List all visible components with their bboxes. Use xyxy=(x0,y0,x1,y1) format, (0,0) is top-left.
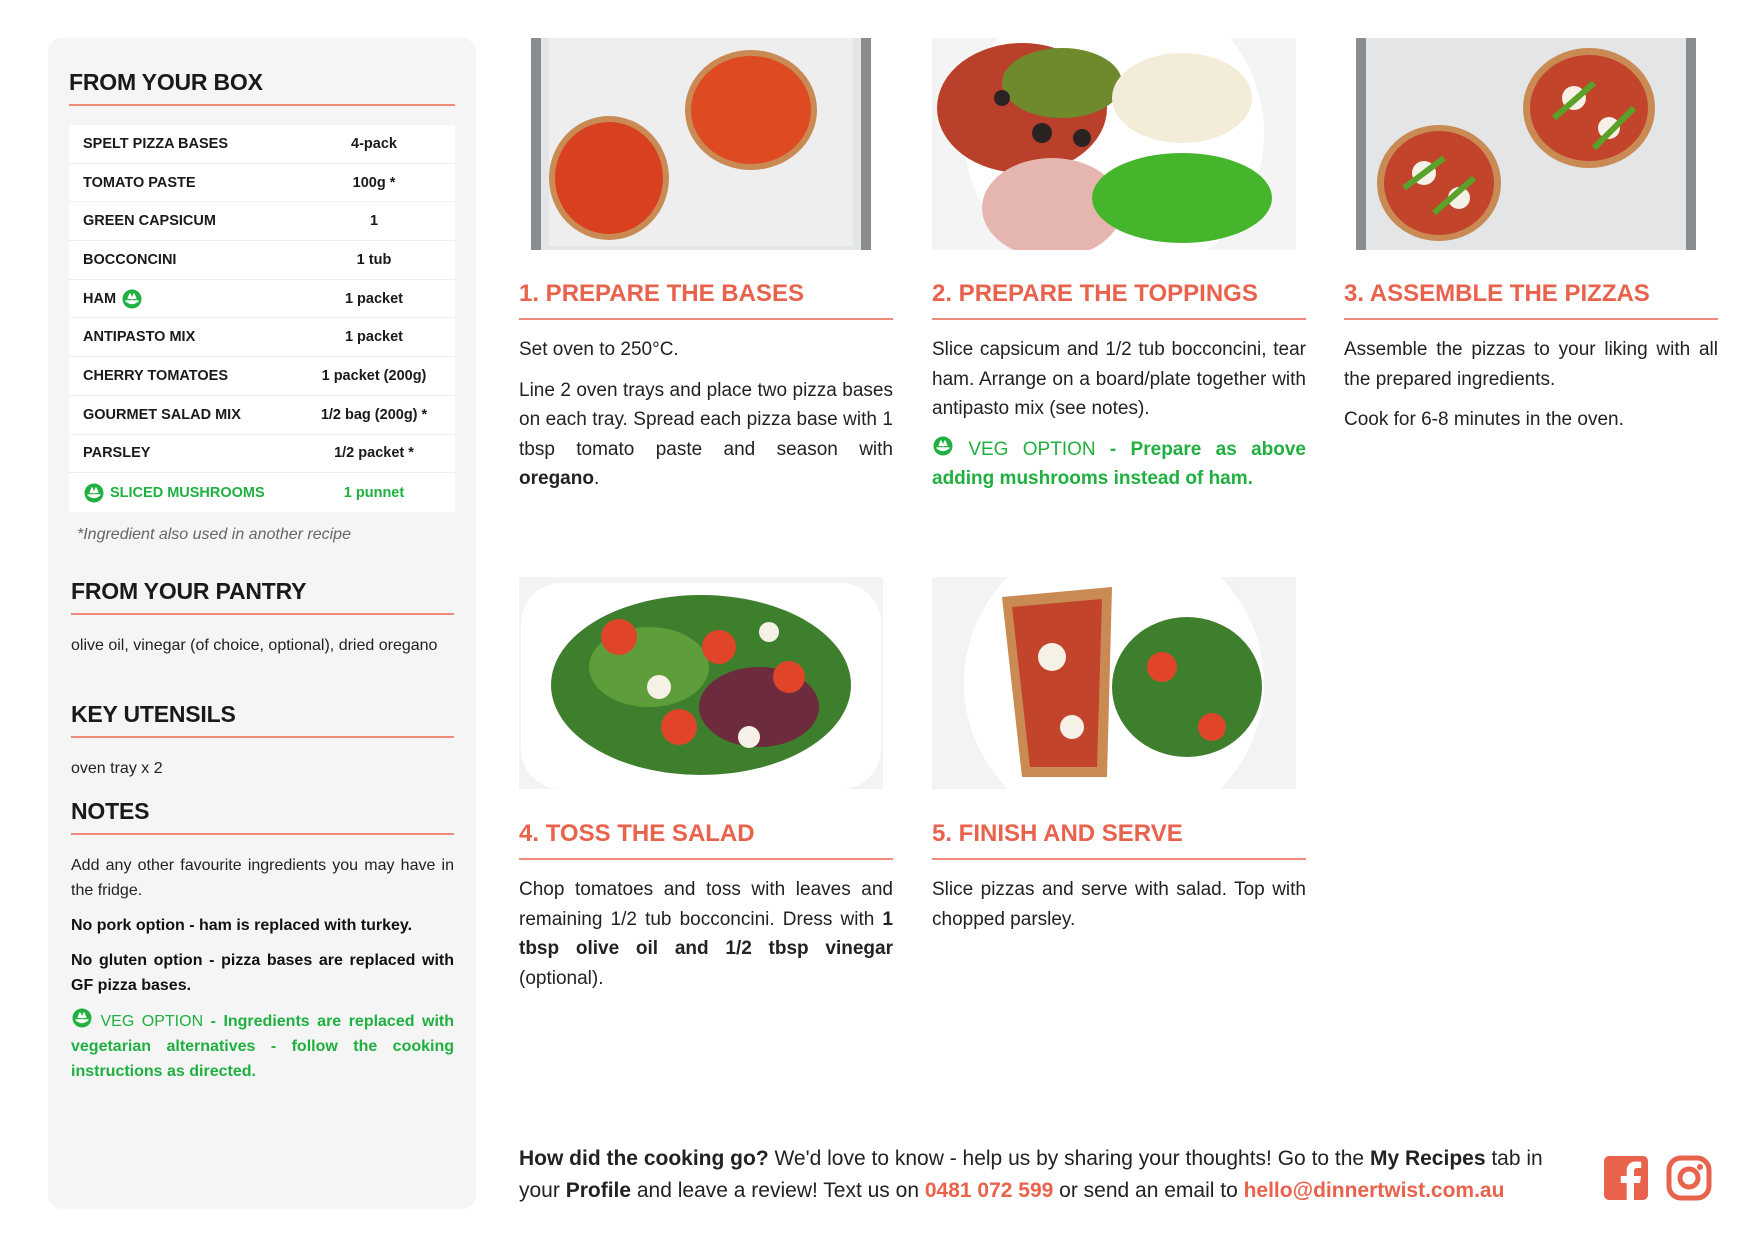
table-row xyxy=(69,202,455,241)
ingredient-name xyxy=(69,252,293,268)
photo-pizza-bases xyxy=(519,38,883,250)
step-1-text-part: . xyxy=(593,468,600,489)
feedback-question: How did the cooking go? xyxy=(519,1147,769,1170)
ingredient-qty: 1 xyxy=(369,213,379,230)
pantry-text: olive oil, vinegar (of choice, optional), dried oregano xyxy=(71,637,438,654)
step-2-veg-option xyxy=(932,435,1306,494)
utensils-text: oven tray x 2 xyxy=(71,760,163,777)
phone-link[interactable]: 0481 072 599 xyxy=(924,1179,1054,1202)
table-row xyxy=(69,241,455,280)
ingredient-qty: 1 packet xyxy=(344,329,404,346)
ingredient-name xyxy=(69,329,293,345)
photo-salad xyxy=(519,577,883,789)
veg-leaf-icon xyxy=(932,436,954,456)
step-2-body xyxy=(932,335,1306,494)
table-row xyxy=(69,125,455,164)
divider xyxy=(1344,318,1718,320)
no-pork-note: No pork option - ham is replaced with turkey. xyxy=(71,917,413,934)
feedback-text-part: We'd love to know - help us by sharing your thoughts! Go to the xyxy=(768,1147,1370,1170)
veg-option-label: VEG OPTION xyxy=(100,1013,204,1030)
table-row xyxy=(69,435,455,474)
ingredient-name xyxy=(69,289,293,309)
step-5-body xyxy=(932,875,1306,934)
step-5-title: 5. FINISH AND SERVE xyxy=(932,820,1183,847)
table-row xyxy=(69,318,455,357)
ingredient-qty: 1 punnet xyxy=(343,484,405,501)
ingredient-name-text: ANTIPASTO MIX xyxy=(83,329,196,346)
notes-title: NOTES xyxy=(71,798,150,824)
step-3-title: 3. ASSEMBLE THE PIZZAS xyxy=(1344,280,1650,307)
veg-leaf-icon xyxy=(83,483,105,503)
ingredient-name xyxy=(69,368,293,384)
ingredient-qty: 4-pack xyxy=(351,135,397,152)
step-4-text-part: (optional). xyxy=(519,967,604,989)
ingredient-name-text: BOCCONCINI xyxy=(83,251,177,268)
table-row xyxy=(69,396,455,435)
ingredient-qty: 1/2 packet * xyxy=(334,445,414,462)
table-row xyxy=(69,357,455,396)
utensils-section xyxy=(71,701,454,781)
ingredient-name-text: SPELT PIZZA BASES xyxy=(83,135,229,152)
step-1-text-part: Line 2 oven trays and place two pizza bases on each tray. Spread each pizza base with 1 tbsp tomato paste and season with xyxy=(519,379,893,460)
step-1-text: Set oven to 250°C. xyxy=(519,339,679,360)
table-row xyxy=(69,164,455,203)
veg-option-note xyxy=(71,1008,454,1084)
step-4-title: 4. TOSS THE SALAD xyxy=(519,820,755,847)
profile-label: Profile xyxy=(565,1179,632,1202)
ingredient-qty: 1 packet xyxy=(344,290,404,307)
ingredient-name-text: CHERRY TOMATOES xyxy=(83,367,229,384)
step-1-text xyxy=(519,376,893,494)
ingredient-qty: 100g * xyxy=(352,174,396,191)
step-3-text: Assemble the pizzas to your liking with all the prepared ingredients. xyxy=(1344,339,1718,390)
divider xyxy=(71,613,454,615)
feedback-text-part: and leave a review! Text us on xyxy=(631,1179,925,1202)
utensils-title: KEY UTENSILS xyxy=(71,701,236,727)
ingredient-name-text: SLICED MUSHROOMS xyxy=(110,484,265,501)
ingredient-name-text: GOURMET SALAD MIX xyxy=(83,406,241,423)
ingredients-table xyxy=(69,125,455,512)
step-1-text-part: oregano xyxy=(519,468,594,489)
pantry-title: FROM YOUR PANTRY xyxy=(71,578,307,604)
ingredient-name xyxy=(69,213,293,229)
veg-option-label: VEG OPTION xyxy=(968,438,1096,460)
photo-assembled-pizzas xyxy=(1344,38,1708,250)
step-2-text: Slice capsicum and 1/2 tub bocconcini, tear ham. Arrange on a board/plate together with antipasto mix (see notes). xyxy=(932,339,1306,419)
email-link[interactable]: hello@dinnertwist.com.au xyxy=(1243,1179,1505,1202)
step-1-body xyxy=(519,335,893,494)
step-4-text-part: Chop tomatoes and toss with leaves and remaining 1/2 tub bocconcini. Dress with xyxy=(519,879,893,930)
my-recipes-label: My Recipes xyxy=(1369,1147,1486,1170)
step-3-text: Cook for 6-8 minutes in the oven. xyxy=(1344,409,1624,430)
notes-text: Add any other favourite ingredients you may have in the fridge. xyxy=(71,857,454,899)
table-row xyxy=(69,473,455,512)
step-5-text: Slice pizzas and serve with salad. Top with chopped parsley. xyxy=(932,879,1306,930)
ingredient-qty: 1/2 bag (200g) * xyxy=(320,406,428,423)
feedback-text-part: tab in your xyxy=(519,1147,1543,1202)
ingredient-name-text: TOMATO PASTE xyxy=(83,174,196,191)
ingredient-name-text: GREEN CAPSICUM xyxy=(83,213,216,230)
ingredient-qty: 1 packet (200g) xyxy=(321,367,427,384)
divider xyxy=(932,858,1306,860)
step-4-text xyxy=(519,875,893,993)
step-3-body xyxy=(1344,335,1718,435)
ingredient-name-text: PARSLEY xyxy=(83,445,151,462)
veg-leaf-icon xyxy=(71,1008,93,1028)
ingredient-footnote: *Ingredient also used in another recipe xyxy=(77,526,351,543)
feedback-text xyxy=(519,1143,1579,1207)
step-2-title: 2. PREPARE THE TOPPINGS xyxy=(932,280,1258,307)
veg-option-text: - Prepare as above adding mushrooms instead of ham. xyxy=(932,438,1307,489)
step-4-body xyxy=(519,875,893,993)
step-1-title: 1. PREPARE THE BASES xyxy=(519,280,804,307)
facebook-icon[interactable] xyxy=(1603,1155,1649,1201)
from-your-box-title: FROM YOUR BOX xyxy=(69,69,263,95)
ingredient-name xyxy=(69,175,293,191)
ingredient-qty: 1 tub xyxy=(356,251,392,268)
divider xyxy=(932,318,1306,320)
veg-option-text: - Ingredients are replaced with vegetarian alternatives - follow the cooking instructions as directed. xyxy=(71,1013,454,1080)
divider xyxy=(69,104,455,106)
divider xyxy=(519,318,893,320)
step-4-text-part: 1 tbsp olive oil and 1/2 tbsp vinegar xyxy=(519,908,893,959)
notes-section xyxy=(71,798,454,1084)
divider xyxy=(71,736,454,738)
feedback-text-part: or send an email to xyxy=(1053,1179,1244,1202)
veg-leaf-icon xyxy=(121,289,143,309)
instagram-icon[interactable] xyxy=(1666,1155,1712,1201)
ingredient-name xyxy=(69,445,293,461)
ingredient-name-text: HAM xyxy=(83,290,117,307)
ingredient-name xyxy=(69,136,293,152)
pantry-section xyxy=(71,578,454,658)
table-row xyxy=(69,280,455,319)
divider xyxy=(519,858,893,860)
ingredient-name xyxy=(69,483,293,503)
photo-finish-serve xyxy=(932,577,1296,789)
divider xyxy=(71,833,454,835)
photo-toppings xyxy=(932,38,1296,250)
ingredient-name xyxy=(69,407,293,423)
no-gluten-note: No gluten option - pizza bases are replaced with GF pizza bases. xyxy=(71,952,454,994)
